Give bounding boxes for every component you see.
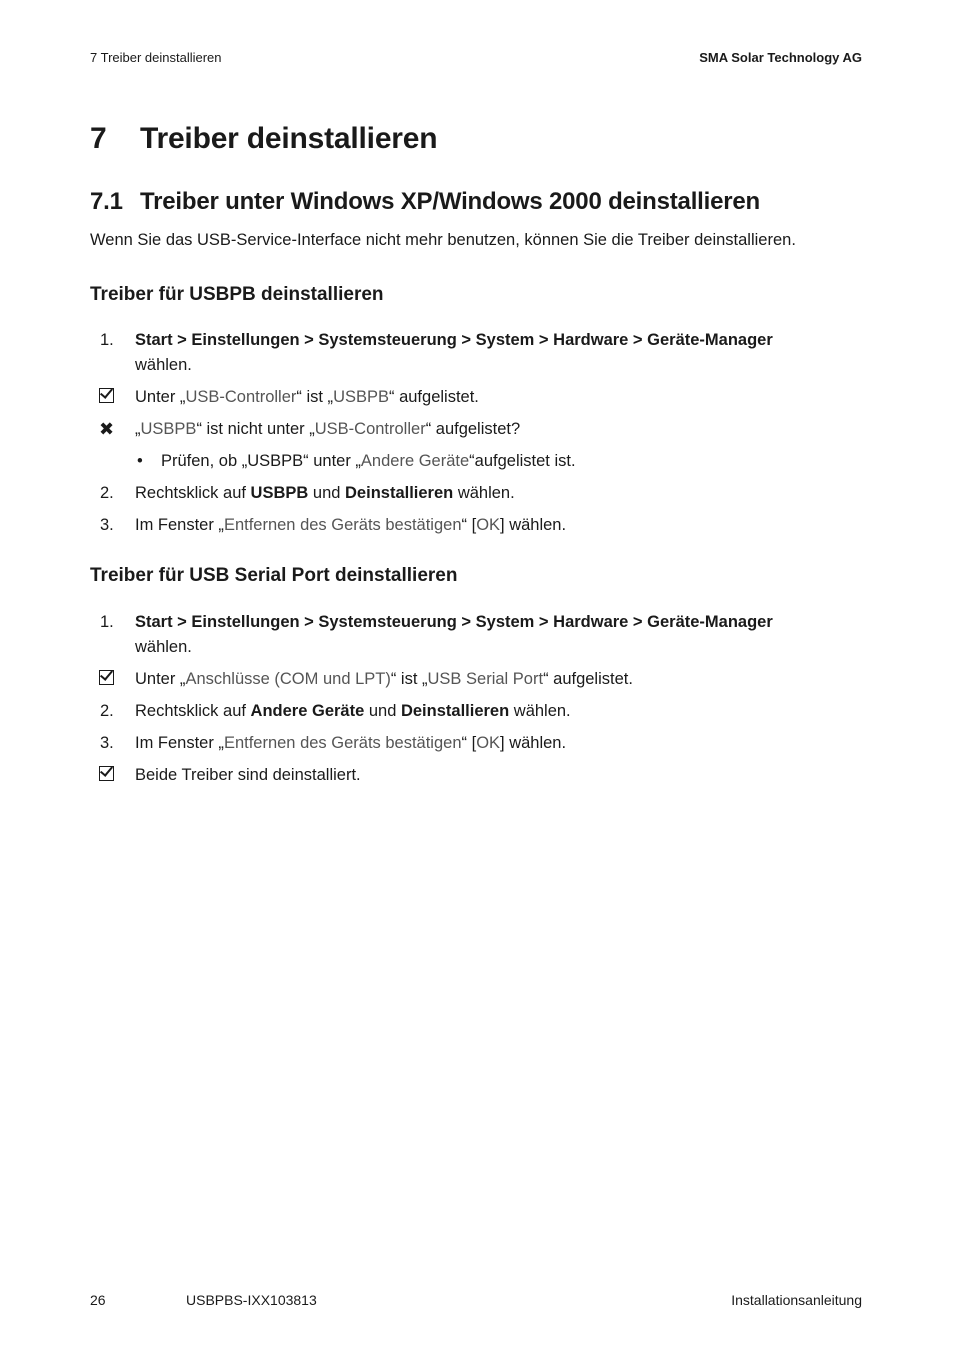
serial-step-1	[90, 610, 870, 660]
usbpb-heading: Treiber für USBPB deinstallieren	[90, 284, 384, 305]
text: Unter „	[135, 670, 186, 688]
text: “ aufgelistet.	[543, 670, 633, 688]
text: “ ist „	[390, 670, 428, 688]
menu-path: Start > Einstellungen > Systemsteuerung > System > Hardware > Geräte-Manager	[135, 331, 773, 349]
checkbox-icon	[99, 763, 129, 788]
usbpb-step-2	[90, 481, 870, 506]
step-tail: wählen.	[135, 356, 192, 374]
result-text: Beide Treiber sind deinstalliert.	[135, 766, 361, 784]
text: und	[308, 484, 346, 502]
footer-doc-type: Installationsanleitung	[731, 1292, 862, 1308]
text: Unter „	[135, 388, 186, 406]
gui-label: Anschlüsse (COM und LPT)	[185, 670, 391, 688]
chapter-title-text: Treiber deinstallieren	[140, 122, 438, 155]
serial-heading: Treiber für USB Serial Port deinstallieren	[90, 565, 458, 586]
text: Rechtsklick auf	[135, 484, 251, 502]
step-marker: 3.	[100, 734, 114, 752]
footer-doc-id: USBPBS-IXX103813	[186, 1292, 317, 1308]
text: Prüfen, ob „USBPB“ unter „	[161, 452, 361, 470]
cross-icon: ✖	[99, 419, 115, 439]
usbpb-step-3	[90, 513, 870, 538]
bold-term: Andere Geräte	[250, 702, 365, 720]
text: “ ist „	[296, 388, 334, 406]
checkbox-icon	[99, 385, 129, 410]
text: “aufgelistet ist.	[469, 452, 576, 470]
gui-label: Entfernen des Geräts bestätigen	[223, 734, 462, 752]
bold-term: Deinstallieren	[400, 702, 510, 720]
usbpb-bullet-1	[90, 449, 870, 474]
bullet-marker: •	[137, 452, 143, 470]
text: “ aufgelistet?	[425, 420, 521, 438]
text: ] wählen.	[500, 516, 567, 534]
gui-label: OK	[476, 734, 501, 752]
gui-label: Entfernen des Geräts bestätigen	[223, 516, 462, 534]
gui-label: USBPB	[333, 388, 389, 406]
step-marker: 1.	[100, 613, 114, 631]
text: “ [	[461, 516, 477, 534]
serial-step-2	[90, 699, 870, 724]
step-marker: 1.	[100, 331, 114, 349]
gui-label: Andere Geräte	[360, 452, 470, 470]
section-title-text: Treiber unter Windows XP/Windows 2000 deinstallieren	[140, 188, 760, 215]
gui-label: USBPB	[140, 420, 197, 438]
usbpb-check-1	[90, 385, 870, 410]
footer-page-number: 26	[90, 1292, 106, 1308]
bold-term: USBPB	[250, 484, 309, 502]
text: wählen.	[509, 702, 571, 720]
intro-paragraph: Wenn Sie das USB-Service-Interface nicht mehr benutzen, können Sie die Treiber deinstallieren.	[90, 231, 796, 249]
serial-check-1	[90, 667, 870, 692]
menu-path: Start > Einstellungen > Systemsteuerung > System > Hardware > Geräte-Manager	[135, 613, 773, 631]
step-marker: 2.	[100, 702, 114, 720]
text: Rechtsklick auf	[135, 702, 251, 720]
gui-label: USB Serial Port	[427, 670, 544, 688]
bold-term: Deinstallieren	[345, 484, 454, 502]
usbpb-error-1	[90, 417, 870, 442]
text: “ aufgelistet.	[389, 388, 479, 406]
serial-result	[90, 763, 870, 788]
serial-step-3	[90, 731, 870, 756]
gui-label: USB-Controller	[185, 388, 297, 406]
header-company: SMA Solar Technology AG	[699, 50, 862, 65]
text: Im Fenster „	[135, 516, 224, 534]
step-marker: 3.	[100, 516, 114, 534]
usbpb-step-1	[90, 328, 870, 378]
chapter-number: 7	[90, 122, 107, 155]
gui-label: USB-Controller	[314, 420, 426, 438]
step-tail: wählen.	[135, 638, 192, 656]
text: Im Fenster „	[135, 734, 224, 752]
chapter-title	[90, 122, 437, 156]
step-marker: 2.	[100, 484, 114, 502]
section-number: 7.1	[90, 188, 123, 215]
text: “ ist nicht unter „	[196, 420, 315, 438]
checkbox-icon	[99, 667, 129, 692]
gui-label: OK	[476, 516, 501, 534]
text: wählen.	[453, 484, 515, 502]
text: und	[364, 702, 401, 720]
text: „	[135, 420, 141, 438]
text: “ [	[461, 734, 477, 752]
section-title	[90, 188, 760, 216]
text: ] wählen.	[500, 734, 567, 752]
header-section-ref: 7 Treiber deinstallieren	[90, 50, 222, 65]
